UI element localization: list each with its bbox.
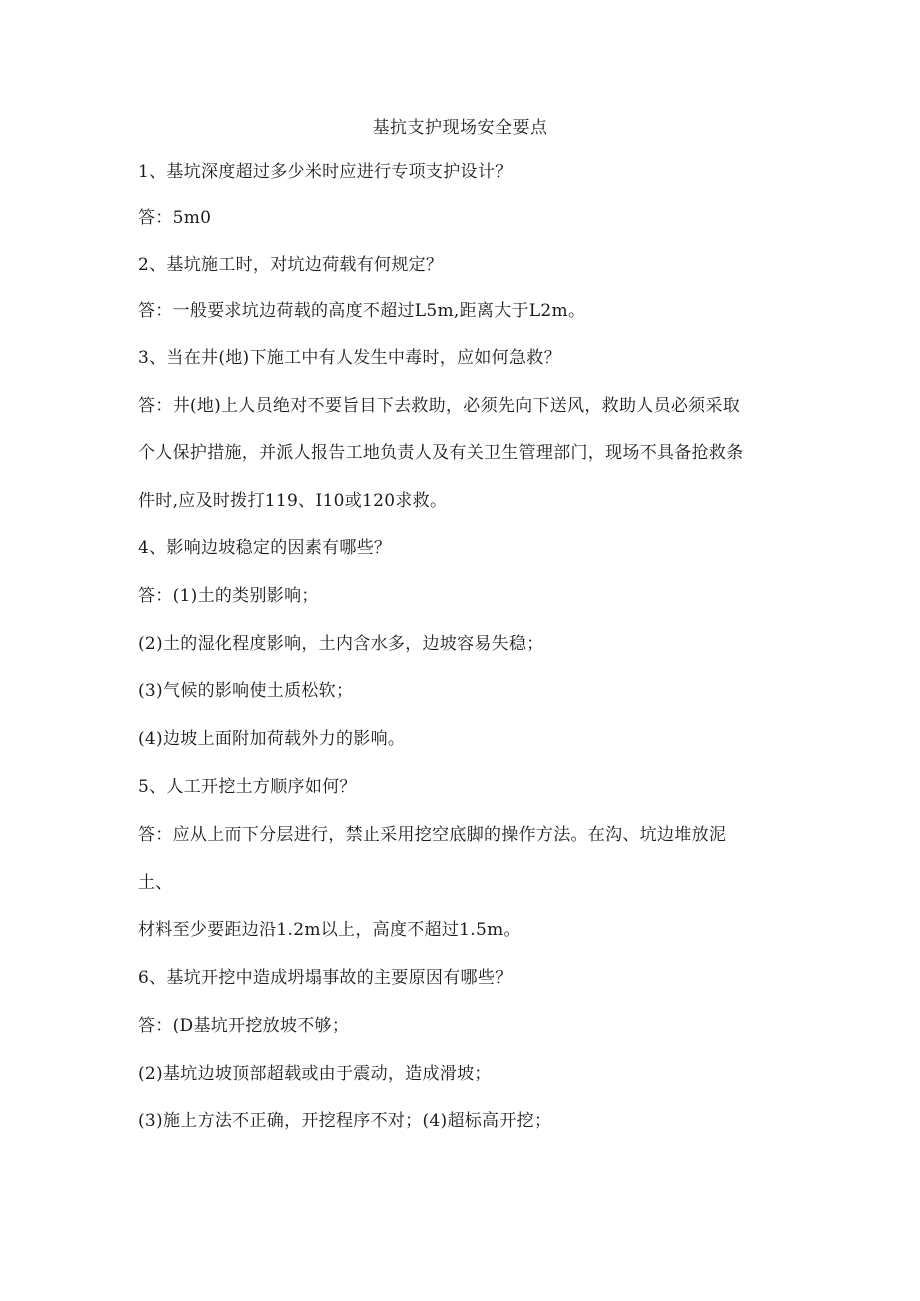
answer-2: 答：一般要求坑边荷载的高度不超过L5m,距离大于L2m。 [138, 301, 586, 321]
answer-4-line-3: (3)气候的影响使土质松软； [138, 681, 354, 701]
answer-6-line-1: 答：(D基坑开挖放坡不够； [138, 1016, 350, 1036]
answer-5-line-3: 材料至少要距边沿1.2m以上，高度不超过1.5m。 [138, 920, 521, 940]
answer-6-line-2: (2)基坑边坡顶部超载或由于震动，造成滑坡； [138, 1064, 492, 1084]
answer-5-line-2: 土、 [138, 873, 173, 893]
answer-3-line-2: 个人保护措施，并派人报告工地负责人及有关卫生管理部门，现场不具备抢救条 [138, 443, 744, 463]
question-3: 3、当在井(地)下施工中有人发生中毒时，应如何急救？ [138, 348, 561, 368]
answer-4-line-2: (2)土的湿化程度影响，土内含水多，边坡容易失稳； [138, 634, 544, 654]
answer-5-line-1: 答：应从上而下分层进行，禁止采用挖空底脚的操作方法。在沟、坑边堆放泥 [138, 825, 727, 845]
answer-3-line-3: 件时,应及时拨打119、I10或120求救。 [138, 491, 448, 511]
answer-6-line-3: (3)施上方法不正确，开挖程序不对；(4)超标高开挖； [138, 1111, 552, 1131]
document-title: 基抗支护现场安全要点 [372, 118, 548, 138]
question-4: 4、影响边坡稳定的因素有哪些？ [138, 538, 392, 558]
answer-3-line-1: 答：井(地)上人员绝对不要旨目下去救助，必须先向下送风，救助人员必须采取 [138, 396, 741, 416]
question-2: 2、基坑施工时，对坑边荷载有何规定？ [138, 255, 444, 275]
answer-1: 答：5m0 [138, 208, 212, 228]
answer-4-line-4: (4)边坡上面附加荷载外力的影响。 [138, 729, 406, 749]
question-6: 6、基坑开挖中造成坍塌事故的主要原因有哪些？ [138, 968, 513, 988]
answer-4-line-1: 答：(1)土的类别影响； [138, 586, 319, 606]
question-5: 5、人工开挖土方顺序如何？ [138, 777, 357, 797]
question-1: 1、基坑深度超过多少米时应进行专项支护设计？ [138, 162, 513, 182]
